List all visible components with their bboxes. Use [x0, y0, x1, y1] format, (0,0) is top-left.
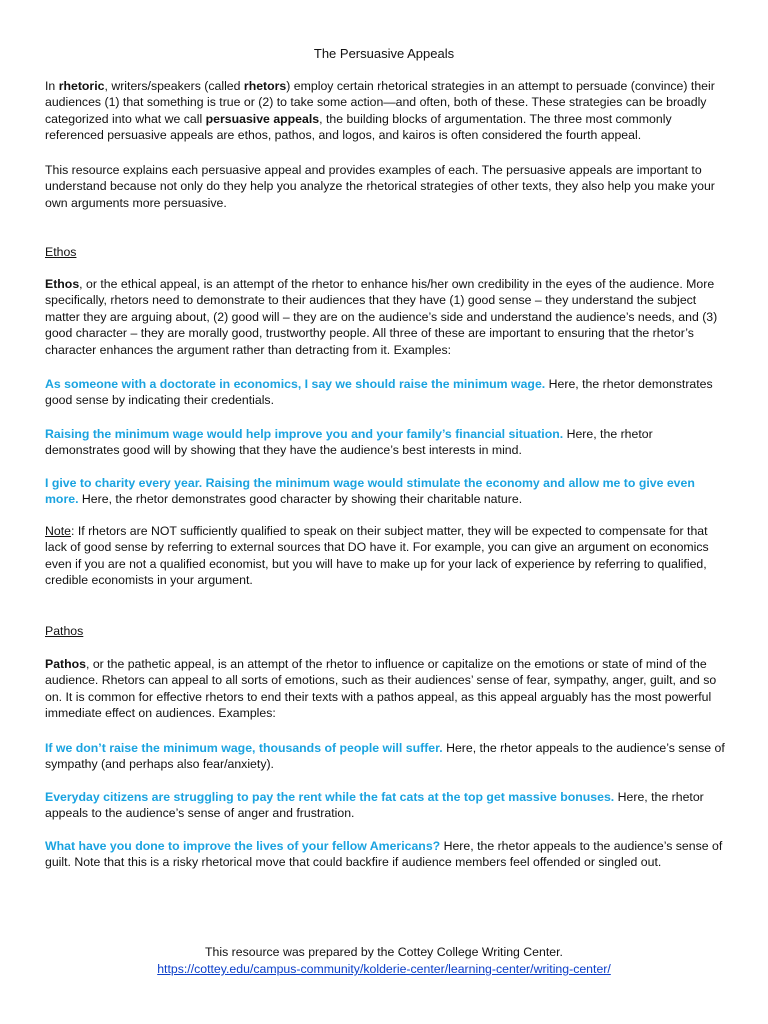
- example-quote: Raising the minimum wage would help improve you and your family’s financial situation.: [45, 427, 564, 441]
- ethos-definition: [45, 276, 725, 358]
- example-quote: As someone with a doctorate in economics, I say we should raise the minimum wage.: [45, 377, 546, 391]
- ethos-note: [45, 523, 725, 589]
- intro-paragraph-2: [45, 162, 725, 211]
- text-run: , or the ethical appeal, is an attempt of the rhetor to enhance his/her own credibility in the eyes of the audience. More specifically, rhetors need to demonstrate to their audiences that they have (1) good sense – they understand the subject matter they are arguing about, (2) good will – they are on the audience’s side and understand the audience’s needs, and (3) good character – they are morally good, trustworthy people. All three of these are important to ensuring that the rhetor’s character enhances the argument rather than detracting from it. Examples:: [45, 277, 718, 357]
- term-persuasive-appeals: persuasive appeals: [205, 111, 320, 126]
- example-explanation: Here, the rhetor appeals to the audience’s sense of anger and frustration.: [45, 790, 704, 821]
- example-explanation: Here, the rhetor demonstrates good sense by indicating their credentials.: [45, 377, 713, 408]
- term-rhetors: rhetors: [243, 79, 287, 93]
- pathos-example-3: [45, 838, 725, 871]
- ethos-example-2: [45, 426, 725, 459]
- example-quote: Everyday citizens are struggling to pay the rent while the fat cats at the top get massive bonuses.: [45, 790, 615, 804]
- pathos-example-1: [45, 740, 725, 773]
- text-run: In: [45, 79, 59, 93]
- footer: [0, 944, 768, 978]
- pathos-definition: [45, 656, 725, 722]
- note-text: : If rhetors are NOT sufficiently qualified to speak on their subject matter, they will be expected to compensate for that lack of good sense by referring to external sources that DO have it. For example, you can give an argument on economics even if you are not a qualified economist, but you will have to make up for your lack of experience by referring to qualified, credible economists in your argument.: [45, 524, 709, 588]
- example-explanation: Here, the rhetor demonstrates good character by showing their charitable nature.: [78, 492, 523, 507]
- pathos-heading: Pathos: [45, 624, 84, 638]
- intro-text: This resource explains each persuasive appeal and provides examples of each. The persuasive appeals are important to understand because not only do they help you analyze the rhetorical strategies of other texts, they also help you make your own arguments more persuasive.: [45, 163, 715, 210]
- example-explanation: Here, the rhetor demonstrates good will by showing that they have the audience’s best interests in mind.: [45, 427, 653, 458]
- term-ethos: Ethos: [45, 277, 80, 291]
- example-quote: What have you done to improve the lives of your fellow Americans?: [45, 839, 441, 853]
- intro-paragraph-1: [45, 78, 725, 144]
- example-quote: If we don’t raise the minimum wage, thousands of people will suffer.: [45, 741, 443, 755]
- term-rhetoric: rhetoric: [58, 79, 105, 93]
- example-explanation: Here, the rhetor appeals to the audience’s sense of guilt. Note that this is a risky rhetorical move that could backfire if audience members feel offended or singled out.: [45, 839, 723, 870]
- ethos-example-1: [45, 376, 725, 409]
- ethos-heading: Ethos: [45, 245, 77, 259]
- text-run: , writers/speakers (called: [104, 79, 244, 93]
- ethos-example-3: [45, 475, 725, 508]
- example-quote: I give to charity every year. Raising the minimum wage would stimulate the economy and allow me to give even more.: [45, 476, 695, 507]
- text-run: ) employ certain rhetorical strategies in an attempt to persuade (convince) their audiences (1) that something is true or (2) to take some action—and often, both of these. These strategies can be broadly categorized into what we call: [45, 79, 715, 126]
- example-explanation: Here, the rhetor appeals to the audience’s sense of sympathy (and perhaps also fear/anxiety).: [45, 741, 725, 772]
- text-run: , the building blocks of argumentation. The three most commonly referenced persuasive appeals are ethos, pathos, and logos, and kairos is often considered the fourth appeal.: [45, 111, 672, 143]
- text-run: , or the pathetic appeal, is an attempt of the rhetor to influence or capitalize on the emotions or state of mind of the audience. Rhetors can appeal to all sorts of emotions, such as their audiences’ sense of fear, sympathy, anger, guilt, and so on. It is common for effective rhetors to end their texts with a pathos appeal, as this appeal arguably has the most powerful immediate effect on audiences. Examples:: [45, 657, 717, 721]
- note-label: Note: [45, 524, 71, 538]
- writing-center-link[interactable]: https://cottey.edu/campus-community/kolderie-center/learning-center/writing-center/: [157, 962, 611, 976]
- footer-credit: This resource was prepared by the Cottey College Writing Center.: [205, 945, 563, 959]
- page-title: The Persuasive Appeals: [313, 46, 455, 61]
- term-pathos: Pathos: [45, 657, 86, 671]
- pathos-example-2: [45, 789, 725, 822]
